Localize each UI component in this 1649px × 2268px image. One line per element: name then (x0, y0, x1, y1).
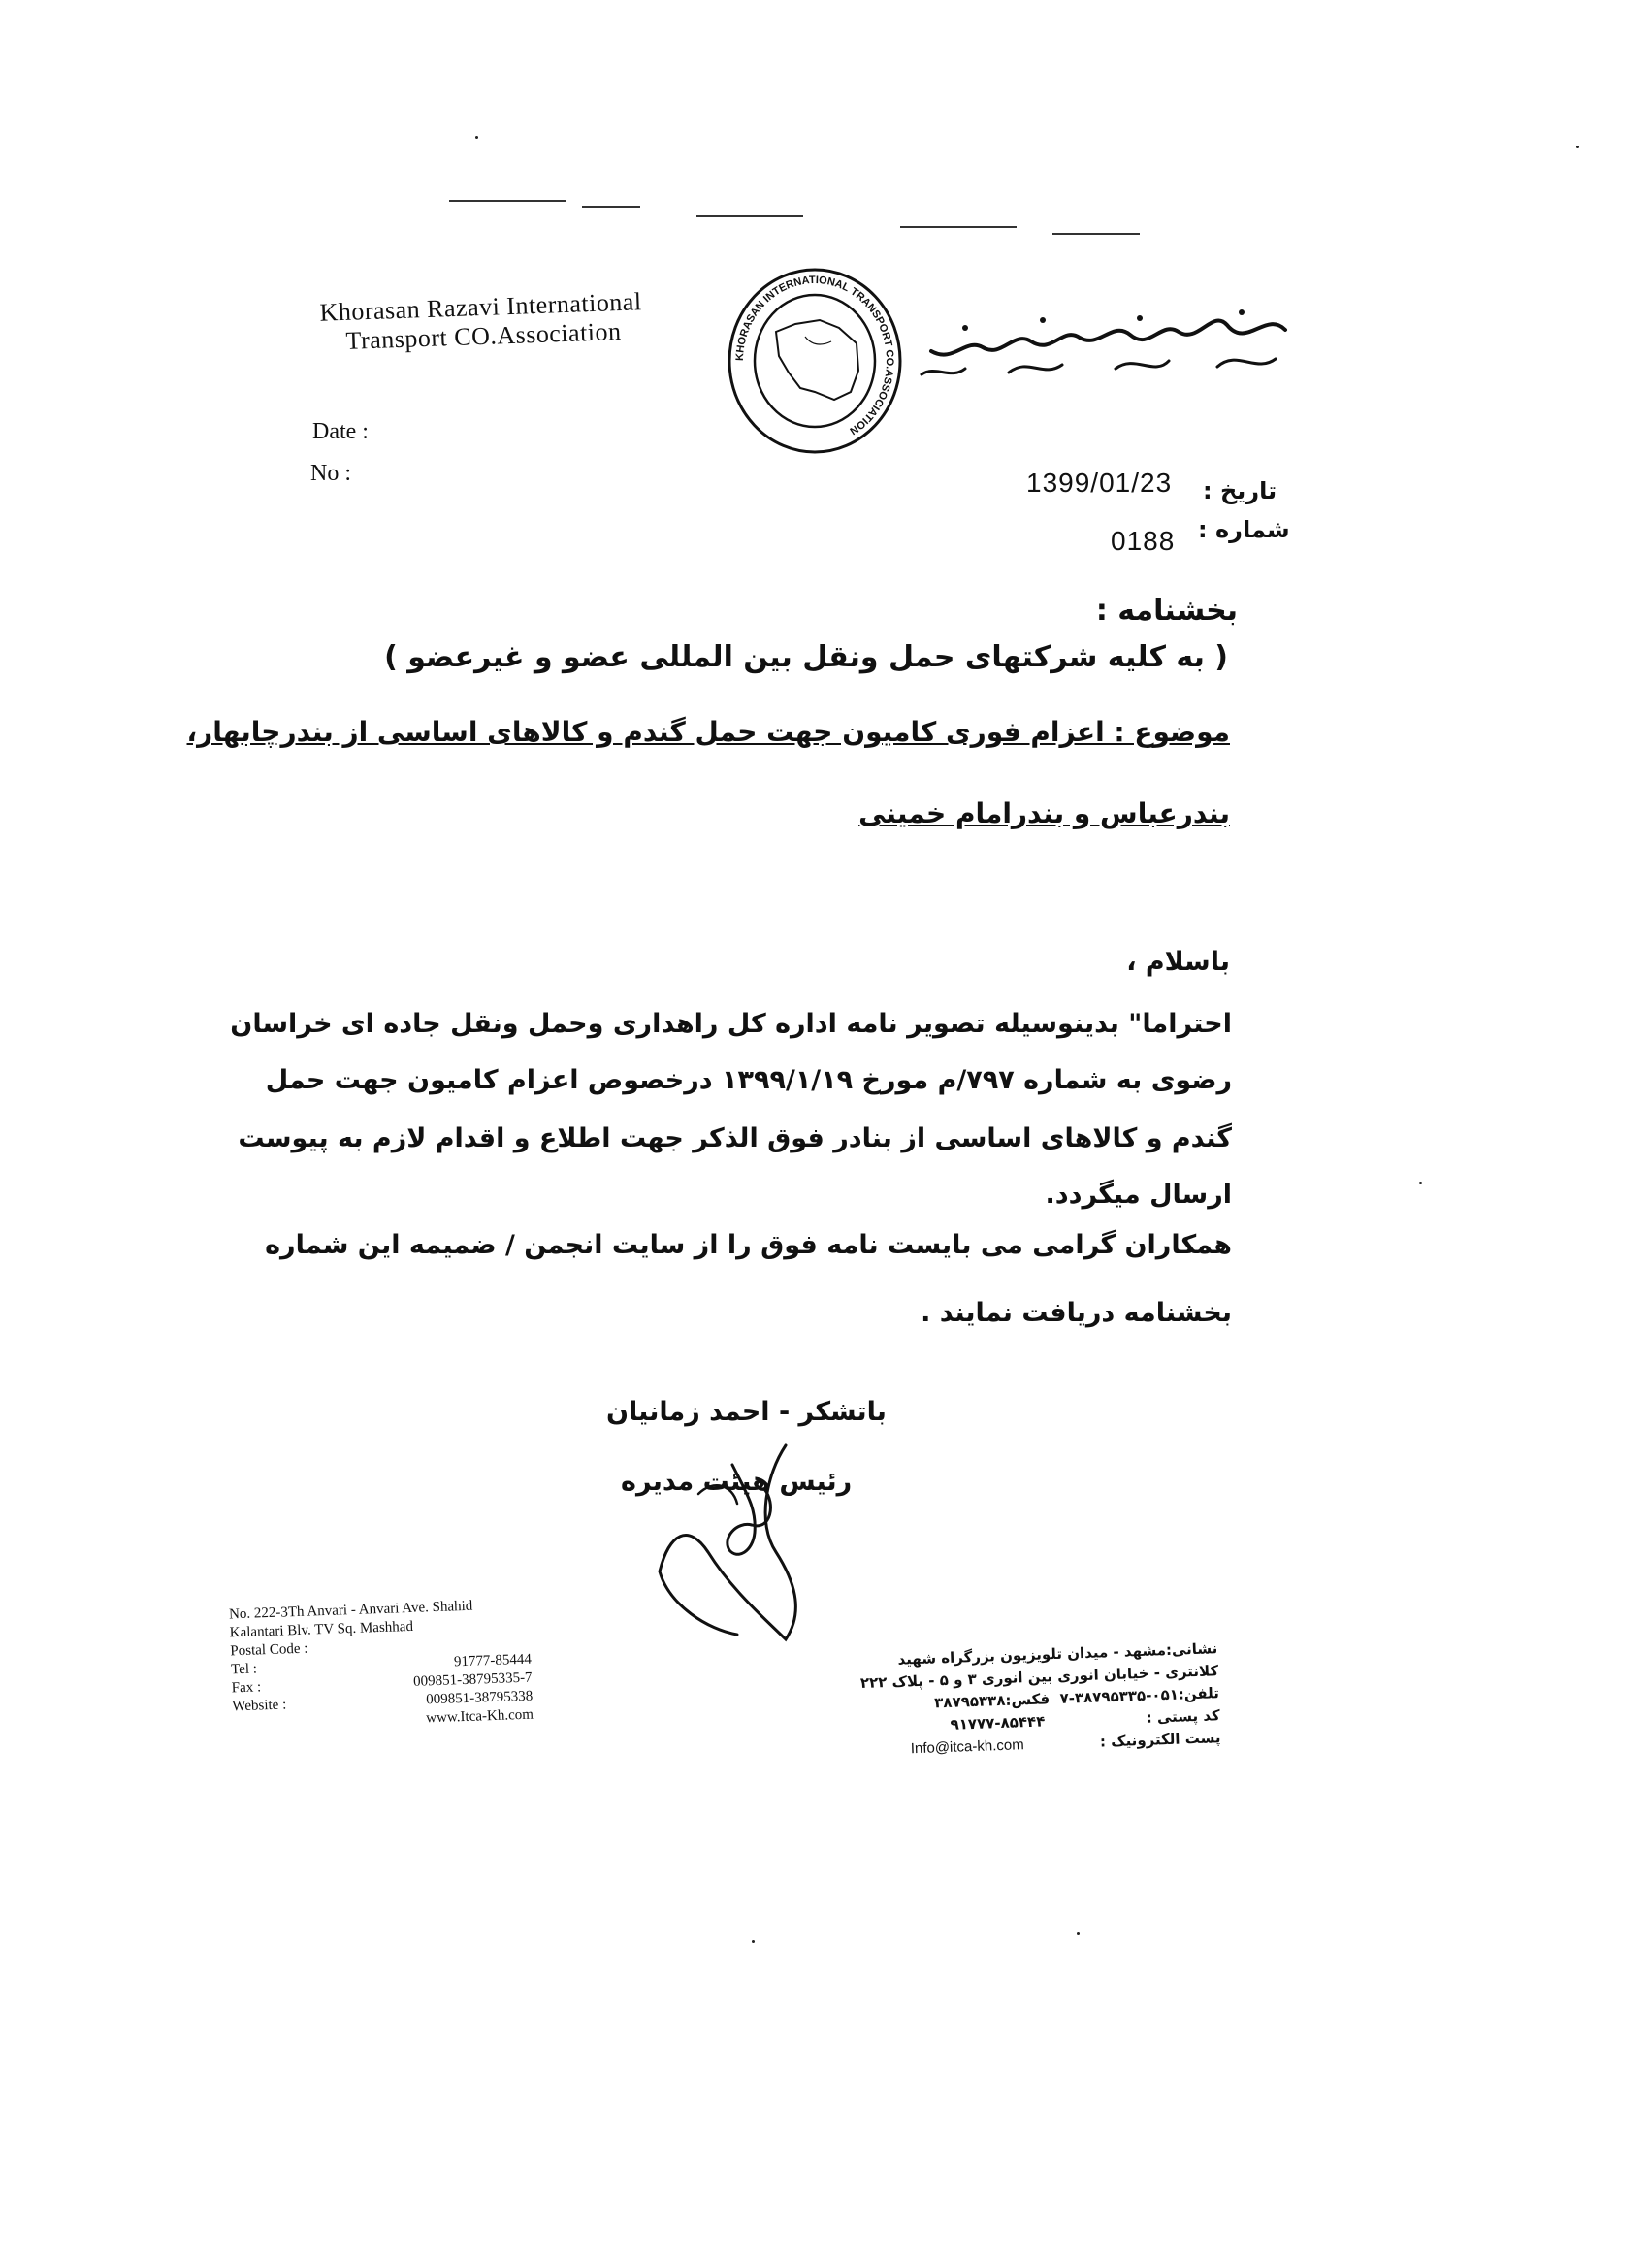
footer-website-value-en: www.Itca-Kh.com (426, 1706, 534, 1727)
scan-speck (1419, 1182, 1422, 1184)
footer-fax-value-fa: ۳۸۷۹۵۳۳۸ (933, 1691, 1006, 1712)
footer-address-fa-2: کلانتری - خیابان انوری بین انوری ۳ و ۵ - پلاک ۲۲۲ (859, 1662, 1219, 1693)
scan-artifact (1052, 233, 1140, 235)
scan-artifact (449, 200, 566, 202)
footer-fax-label-fa: فکس: (1005, 1690, 1051, 1709)
association-name-fa-logotype (907, 291, 1295, 398)
scan-artifact (696, 215, 803, 217)
association-logo-icon (723, 264, 907, 458)
footer-email-label-fa: پست الکترونیک : (1099, 1729, 1221, 1751)
footer-address-fa-1: مشهد - میدان تلویزیون بزرگراه شهید (897, 1641, 1167, 1669)
svg-text:KHORASAN INTERNATIONAL TRANSPO (734, 275, 895, 437)
body-line: احتراما" بدینوسیله تصویر نامه اداره کل راهداری وحمل ونقل جاده ای خراسان (230, 1009, 1232, 1039)
number-label-fa: شماره : (1198, 516, 1290, 543)
signature-icon (640, 1436, 834, 1649)
logo-ring-text: KHORASAN INTERNATIONAL TRANSPORT CO.ASSOCIATION (733, 274, 896, 437)
footer-address-en-1: No. 222-3Th Anvari - Anvari Ave. Shahid (228, 1598, 473, 1623)
footer-postal-value-en: 91777-85444 (453, 1651, 533, 1670)
association-name-en-line1: Khorasan Razavi International (319, 287, 643, 327)
association-name-en (319, 287, 643, 357)
footer-phone-label-fa: تلفن: (1178, 1684, 1220, 1703)
footer-postal-value-fa: ۹۱۷۷۷-۸۵۴۴۴ (950, 1712, 1046, 1733)
subject-line-2: بندرعباس و بندرامام خمینی (858, 797, 1230, 829)
signer-title: رئیس هیئت مدیره (621, 1467, 853, 1497)
association-name-en-line2: Transport CO.Association (345, 316, 622, 355)
circular-title: بخشنامه : (1095, 594, 1238, 628)
number-label-en: No : (310, 461, 351, 486)
letter-number: 0188 (1111, 526, 1176, 556)
scan-speck (475, 136, 478, 139)
scan-speck (1077, 1932, 1080, 1935)
footer-contact-fa (859, 1637, 1221, 1761)
greeting: باسلام ، (1126, 947, 1230, 977)
body-line: رضوی به شماره ۷۹۷/م مورخ ۱۳۹۹/۱/۱۹ درخصوص اعزام کامیون جهت حمل (265, 1065, 1232, 1095)
scan-artifact (900, 226, 1017, 228)
footer-fax-value-en: 009851-38795338 (426, 1688, 534, 1708)
signoff: باتشکر - احمد زمانیان (606, 1397, 887, 1427)
footer-postal-label-en: Postal Code : (230, 1640, 308, 1660)
footer-address-en-2: Kalantari Blv. TV Sq. Mashhad (229, 1618, 414, 1641)
footer-fax-label-en: Fax : (231, 1679, 262, 1697)
subject-line-1: موضوع : اعزام فوری کامیون جهت حمل گندم و کالاهای اساسی از بندرچابهار، (186, 716, 1230, 748)
footer-website-label-en: Website : (232, 1697, 287, 1715)
footer-address-label-fa: نشانی: (1165, 1639, 1218, 1660)
letter-date: 1399/01/23 (1026, 468, 1173, 498)
body-line: ارسال میگردد. (1045, 1180, 1232, 1210)
footer-tel-value-en: 009851-38795335-7 (412, 1669, 533, 1690)
date-label-fa: تاریخ : (1203, 477, 1277, 504)
footer-email-value-fa: Info@itca-kh.com (910, 1736, 1024, 1758)
footer-postal-label-fa: کد پستی : (1146, 1706, 1220, 1727)
footer-phone-value-fa: ۷-۳۸۷۹۵۳۳۵-۰۵۱ (1059, 1685, 1180, 1707)
body-line: گندم و کالاهای اساسی از بنادر فوق الذکر جهت اطلاع و اقدام لازم به پیوست (238, 1123, 1232, 1153)
scan-speck (752, 1940, 755, 1943)
body-line: همکاران گرامی می بایست نامه فوق را از سایت انجمن / ضمیمه این شماره (265, 1230, 1232, 1260)
body-line: بخشنامه دریافت نمایند . (921, 1298, 1232, 1328)
scan-artifact (582, 206, 640, 208)
recipients-line: ( به کلیه شرکتهای حمل ونقل بین المللی عضو و غیرعضو ) (384, 640, 1228, 674)
scan-speck (1576, 146, 1579, 148)
footer-contact-en (229, 1596, 534, 1735)
footer-tel-label-en: Tel : (230, 1661, 258, 1678)
date-label-en: Date : (312, 419, 369, 444)
